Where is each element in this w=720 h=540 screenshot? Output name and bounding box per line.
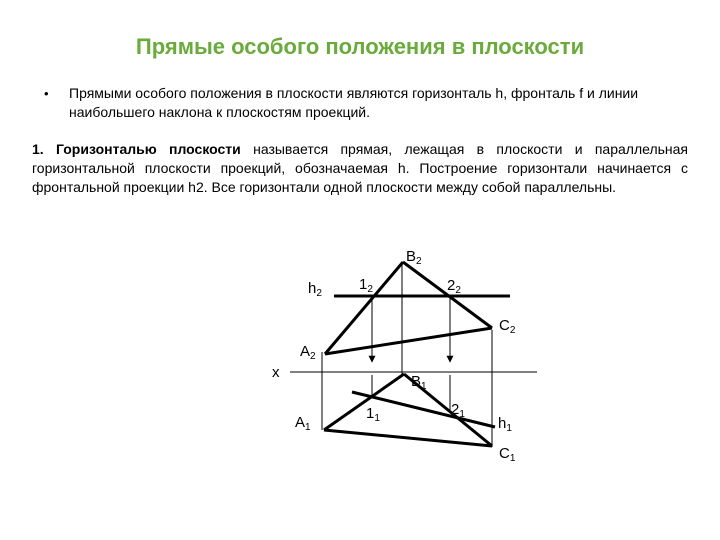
- label-b2: $B_2$: [406, 248, 422, 267]
- edge-a1-c1: [324, 430, 492, 446]
- label-c1: $C_1$: [499, 445, 516, 464]
- paragraph-number: 1.: [32, 141, 44, 157]
- paragraph-term: Горизонталью плоскости: [56, 141, 241, 157]
- slide-title: Прямые особого положения в плоскости: [135, 34, 585, 59]
- edge-a2-c2: [325, 328, 492, 354]
- label-h2: $h_2$: [308, 280, 322, 299]
- label-1-2: $1_2$: [359, 276, 373, 295]
- paragraph-body: называется прямая, лежащая в плоскости и параллельная горизонтальной плоскости проекций, обозначаемая h. Построение горизонтали начинается с фронтальной проекции h2. Все горизонтали одной плоскости между собой параллельны.: [32, 141, 689, 195]
- label-a2: $A_2$: [300, 343, 316, 362]
- label-x-axis: x: [272, 364, 280, 381]
- label-a1: $A_1$: [295, 414, 311, 433]
- label-1-1: $1_1$: [366, 405, 380, 424]
- label-2-2: $2_2$: [447, 277, 461, 296]
- label-c2: $C_2$: [499, 317, 516, 336]
- bullet-text: Прямыми особого положения в плоскости являются горизонталь h, фронталь f и линии наибольшего наклона к плоскостям проекций.: [69, 85, 639, 120]
- label-b1: $B_1$: [411, 373, 427, 392]
- label-h1: $h_1$: [498, 415, 512, 434]
- bullet-marker: •: [44, 86, 49, 101]
- label-2-1: $2_1$: [451, 401, 465, 420]
